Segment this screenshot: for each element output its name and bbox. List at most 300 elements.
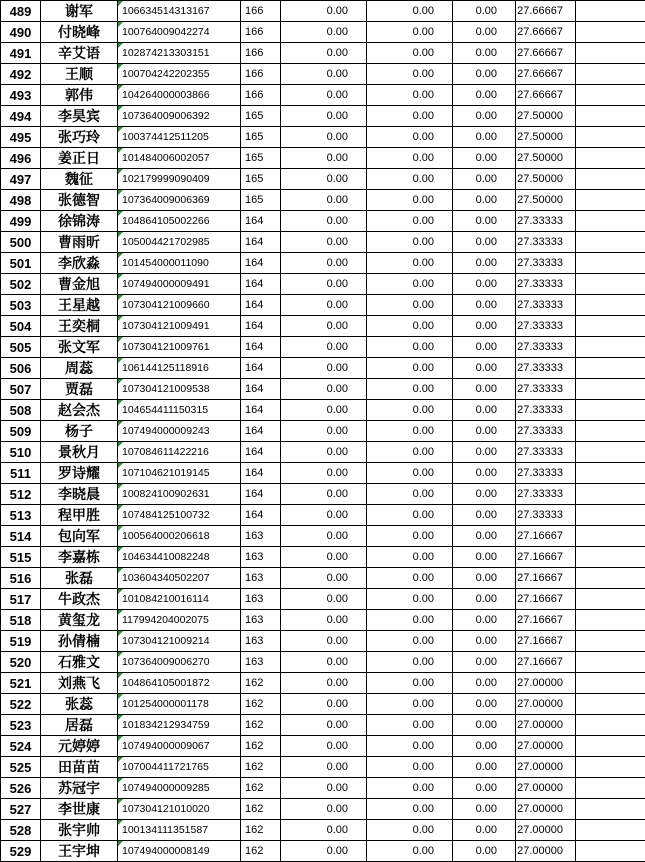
name-cell[interactable]: 张宇帅 [41,820,118,841]
value-cell-3[interactable]: 0.00 [453,463,516,484]
value-cell-3[interactable]: 0.00 [453,232,516,253]
value-cell-2[interactable]: 0.00 [367,673,453,694]
rank-cell[interactable]: 515 [1,547,41,568]
score-cell[interactable]: 165 [241,127,281,148]
score-cell[interactable]: 164 [241,379,281,400]
name-cell[interactable]: 曹雨昕 [41,232,118,253]
value-cell-2[interactable]: 0.00 [367,295,453,316]
rank-cell[interactable]: 528 [1,820,41,841]
score-cell[interactable]: 164 [241,400,281,421]
empty-cell[interactable] [576,358,645,379]
table-row[interactable] [1,316,645,337]
value-cell-2[interactable]: 0.00 [367,379,453,400]
table-row[interactable] [1,274,645,295]
value-cell-2[interactable]: 0.00 [367,757,453,778]
table-row[interactable] [1,253,645,274]
value-cell-2[interactable]: 0.00 [367,127,453,148]
empty-cell[interactable] [576,211,645,232]
value-cell-1[interactable]: 0.00 [281,736,367,757]
empty-cell[interactable] [576,43,645,64]
id-cell[interactable]: 107484125100732 [118,505,241,526]
value-cell-1[interactable]: 0.00 [281,820,367,841]
value-cell-3[interactable]: 0.00 [453,505,516,526]
value-cell-3[interactable]: 0.00 [453,757,516,778]
value-cell-1[interactable]: 0.00 [281,652,367,673]
name-cell[interactable]: 王宇坤 [41,841,118,862]
empty-cell[interactable] [576,22,645,43]
name-cell[interactable]: 王奕桐 [41,316,118,337]
id-cell[interactable]: 107304121009491 [118,316,241,337]
average-cell[interactable]: 27.33333 [516,400,576,421]
table-row[interactable] [1,358,645,379]
id-cell[interactable]: 107364009006392 [118,106,241,127]
rank-cell[interactable]: 489 [1,1,41,22]
rank-cell[interactable]: 514 [1,526,41,547]
value-cell-3[interactable]: 0.00 [453,211,516,232]
rank-cell[interactable]: 517 [1,589,41,610]
value-cell-3[interactable]: 0.00 [453,694,516,715]
value-cell-3[interactable]: 0.00 [453,547,516,568]
value-cell-2[interactable]: 0.00 [367,442,453,463]
empty-cell[interactable] [576,610,645,631]
value-cell-2[interactable]: 0.00 [367,358,453,379]
empty-cell[interactable] [576,1,645,22]
rank-cell[interactable]: 522 [1,694,41,715]
score-cell[interactable]: 162 [241,820,281,841]
rank-cell[interactable]: 526 [1,778,41,799]
id-cell[interactable]: 106634514313167 [118,1,241,22]
score-cell[interactable]: 165 [241,148,281,169]
value-cell-2[interactable]: 0.00 [367,148,453,169]
average-cell[interactable]: 27.00000 [516,820,576,841]
value-cell-2[interactable]: 0.00 [367,64,453,85]
empty-cell[interactable] [576,505,645,526]
value-cell-2[interactable]: 0.00 [367,421,453,442]
table-row[interactable] [1,652,645,673]
empty-cell[interactable] [576,169,645,190]
rank-cell[interactable]: 518 [1,610,41,631]
value-cell-1[interactable]: 0.00 [281,253,367,274]
score-cell[interactable]: 164 [241,316,281,337]
empty-cell[interactable] [576,421,645,442]
value-cell-2[interactable]: 0.00 [367,568,453,589]
score-cell[interactable]: 165 [241,190,281,211]
value-cell-1[interactable]: 0.00 [281,421,367,442]
value-cell-1[interactable]: 0.00 [281,442,367,463]
value-cell-2[interactable]: 0.00 [367,85,453,106]
value-cell-2[interactable]: 0.00 [367,547,453,568]
rank-cell[interactable]: 505 [1,337,41,358]
rank-cell[interactable]: 511 [1,463,41,484]
id-cell[interactable]: 107084611422216 [118,442,241,463]
name-cell[interactable]: 罗诗耀 [41,463,118,484]
score-cell[interactable]: 164 [241,295,281,316]
empty-cell[interactable] [576,631,645,652]
id-cell[interactable]: 107494000009067 [118,736,241,757]
score-cell[interactable]: 164 [241,337,281,358]
value-cell-3[interactable]: 0.00 [453,799,516,820]
name-cell[interactable]: 赵会杰 [41,400,118,421]
value-cell-2[interactable]: 0.00 [367,631,453,652]
id-cell[interactable]: 100704242202355 [118,64,241,85]
name-cell[interactable]: 苏冠宇 [41,778,118,799]
average-cell[interactable]: 27.33333 [516,505,576,526]
table-row[interactable] [1,442,645,463]
table-row[interactable] [1,631,645,652]
table-row[interactable] [1,589,645,610]
table-row[interactable] [1,505,645,526]
name-cell[interactable]: 贾磊 [41,379,118,400]
id-cell[interactable]: 107304121009214 [118,631,241,652]
score-cell[interactable]: 163 [241,526,281,547]
score-cell[interactable]: 162 [241,673,281,694]
value-cell-3[interactable]: 0.00 [453,442,516,463]
empty-cell[interactable] [576,190,645,211]
value-cell-1[interactable]: 0.00 [281,169,367,190]
value-cell-1[interactable]: 0.00 [281,631,367,652]
id-cell[interactable]: 101084210016114 [118,589,241,610]
average-cell[interactable]: 27.33333 [516,358,576,379]
rank-cell[interactable]: 508 [1,400,41,421]
value-cell-2[interactable]: 0.00 [367,841,453,862]
value-cell-1[interactable]: 0.00 [281,841,367,862]
value-cell-3[interactable]: 0.00 [453,652,516,673]
id-cell[interactable]: 107304121010020 [118,799,241,820]
name-cell[interactable]: 孙倩楠 [41,631,118,652]
table-row[interactable] [1,43,645,64]
name-cell[interactable]: 姜正日 [41,148,118,169]
id-cell[interactable]: 100134111351587 [118,820,241,841]
rank-cell[interactable]: 523 [1,715,41,736]
value-cell-2[interactable]: 0.00 [367,400,453,421]
name-cell[interactable]: 居磊 [41,715,118,736]
average-cell[interactable]: 27.66667 [516,85,576,106]
score-cell[interactable]: 162 [241,841,281,862]
rank-cell[interactable]: 521 [1,673,41,694]
empty-cell[interactable] [576,148,645,169]
rank-cell[interactable]: 503 [1,295,41,316]
rank-cell[interactable]: 498 [1,190,41,211]
table-row[interactable] [1,169,645,190]
table-row[interactable] [1,190,645,211]
average-cell[interactable]: 27.50000 [516,106,576,127]
value-cell-1[interactable]: 0.00 [281,190,367,211]
value-cell-2[interactable]: 0.00 [367,232,453,253]
average-cell[interactable]: 27.33333 [516,232,576,253]
value-cell-2[interactable]: 0.00 [367,799,453,820]
value-cell-2[interactable]: 0.00 [367,736,453,757]
value-cell-1[interactable]: 0.00 [281,274,367,295]
rank-cell[interactable]: 499 [1,211,41,232]
id-cell[interactable]: 107364009006270 [118,652,241,673]
average-cell[interactable]: 27.33333 [516,295,576,316]
table-row[interactable] [1,757,645,778]
value-cell-3[interactable]: 0.00 [453,148,516,169]
value-cell-2[interactable]: 0.00 [367,43,453,64]
average-cell[interactable]: 27.50000 [516,148,576,169]
value-cell-3[interactable]: 0.00 [453,715,516,736]
value-cell-3[interactable]: 0.00 [453,400,516,421]
name-cell[interactable]: 郭伟 [41,85,118,106]
value-cell-1[interactable]: 0.00 [281,85,367,106]
value-cell-3[interactable]: 0.00 [453,64,516,85]
name-cell[interactable]: 魏征 [41,169,118,190]
average-cell[interactable]: 27.33333 [516,211,576,232]
table-row[interactable] [1,127,645,148]
name-cell[interactable]: 李嘉栋 [41,547,118,568]
empty-cell[interactable] [576,337,645,358]
table-row[interactable] [1,673,645,694]
table-row[interactable] [1,841,645,862]
score-cell[interactable]: 162 [241,757,281,778]
value-cell-1[interactable]: 0.00 [281,337,367,358]
value-cell-1[interactable]: 0.00 [281,778,367,799]
average-cell[interactable]: 27.00000 [516,841,576,862]
rank-cell[interactable]: 509 [1,421,41,442]
name-cell[interactable]: 石雅文 [41,652,118,673]
name-cell[interactable]: 王星越 [41,295,118,316]
value-cell-3[interactable]: 0.00 [453,106,516,127]
value-cell-3[interactable]: 0.00 [453,631,516,652]
rank-cell[interactable]: 495 [1,127,41,148]
rank-cell[interactable]: 525 [1,757,41,778]
id-cell[interactable]: 107494000009491 [118,274,241,295]
average-cell[interactable]: 27.16667 [516,652,576,673]
table-row[interactable] [1,400,645,421]
rank-cell[interactable]: 507 [1,379,41,400]
value-cell-2[interactable]: 0.00 [367,652,453,673]
value-cell-1[interactable]: 0.00 [281,127,367,148]
name-cell[interactable]: 付晓峰 [41,22,118,43]
empty-cell[interactable] [576,463,645,484]
value-cell-1[interactable]: 0.00 [281,526,367,547]
table-row[interactable] [1,568,645,589]
value-cell-1[interactable]: 0.00 [281,358,367,379]
empty-cell[interactable] [576,694,645,715]
average-cell[interactable]: 27.00000 [516,694,576,715]
rank-cell[interactable]: 501 [1,253,41,274]
value-cell-2[interactable]: 0.00 [367,316,453,337]
value-cell-1[interactable]: 0.00 [281,1,367,22]
empty-cell[interactable] [576,715,645,736]
id-cell[interactable]: 100564000206618 [118,526,241,547]
value-cell-1[interactable]: 0.00 [281,232,367,253]
rank-cell[interactable]: 491 [1,43,41,64]
empty-cell[interactable] [576,568,645,589]
table-row[interactable] [1,232,645,253]
average-cell[interactable]: 27.66667 [516,43,576,64]
value-cell-3[interactable]: 0.00 [453,274,516,295]
name-cell[interactable]: 张蕊 [41,694,118,715]
value-cell-3[interactable]: 0.00 [453,421,516,442]
id-cell[interactable]: 107104621019145 [118,463,241,484]
value-cell-3[interactable]: 0.00 [453,85,516,106]
name-cell[interactable]: 景秋月 [41,442,118,463]
id-cell[interactable]: 104654411150315 [118,400,241,421]
average-cell[interactable]: 27.00000 [516,736,576,757]
score-cell[interactable]: 163 [241,568,281,589]
name-cell[interactable]: 黄玺龙 [41,610,118,631]
value-cell-3[interactable]: 0.00 [453,43,516,64]
rank-cell[interactable]: 493 [1,85,41,106]
value-cell-2[interactable]: 0.00 [367,22,453,43]
name-cell[interactable]: 杨子 [41,421,118,442]
table-row[interactable] [1,379,645,400]
table-row[interactable] [1,337,645,358]
name-cell[interactable]: 辛艾语 [41,43,118,64]
value-cell-3[interactable]: 0.00 [453,778,516,799]
value-cell-1[interactable]: 0.00 [281,547,367,568]
value-cell-3[interactable]: 0.00 [453,589,516,610]
average-cell[interactable]: 27.00000 [516,673,576,694]
id-cell[interactable]: 104864105001872 [118,673,241,694]
empty-cell[interactable] [576,85,645,106]
table-row[interactable] [1,1,645,22]
empty-cell[interactable] [576,379,645,400]
id-cell[interactable]: 101834212934759 [118,715,241,736]
score-cell[interactable]: 166 [241,85,281,106]
score-cell[interactable]: 162 [241,778,281,799]
value-cell-3[interactable]: 0.00 [453,610,516,631]
name-cell[interactable]: 刘燕飞 [41,673,118,694]
value-cell-3[interactable]: 0.00 [453,484,516,505]
rank-cell[interactable]: 520 [1,652,41,673]
value-cell-2[interactable]: 0.00 [367,1,453,22]
average-cell[interactable]: 27.16667 [516,610,576,631]
id-cell[interactable]: 100824100902631 [118,484,241,505]
value-cell-3[interactable]: 0.00 [453,568,516,589]
average-cell[interactable]: 27.00000 [516,757,576,778]
average-cell[interactable]: 27.16667 [516,526,576,547]
rank-cell[interactable]: 494 [1,106,41,127]
value-cell-1[interactable]: 0.00 [281,484,367,505]
average-cell[interactable]: 27.66667 [516,64,576,85]
value-cell-3[interactable]: 0.00 [453,526,516,547]
rank-cell[interactable]: 516 [1,568,41,589]
table-row[interactable] [1,295,645,316]
id-cell[interactable]: 104864105002266 [118,211,241,232]
value-cell-3[interactable]: 0.00 [453,316,516,337]
score-cell[interactable]: 162 [241,799,281,820]
rank-cell[interactable]: 529 [1,841,41,862]
name-cell[interactable]: 张磊 [41,568,118,589]
score-cell[interactable]: 164 [241,505,281,526]
empty-cell[interactable] [576,820,645,841]
value-cell-2[interactable]: 0.00 [367,169,453,190]
table-row[interactable] [1,22,645,43]
value-cell-2[interactable]: 0.00 [367,463,453,484]
value-cell-1[interactable]: 0.00 [281,610,367,631]
score-cell[interactable]: 164 [241,463,281,484]
empty-cell[interactable] [576,652,645,673]
score-cell[interactable]: 164 [241,211,281,232]
value-cell-3[interactable]: 0.00 [453,127,516,148]
value-cell-3[interactable]: 0.00 [453,253,516,274]
value-cell-3[interactable]: 0.00 [453,190,516,211]
value-cell-1[interactable]: 0.00 [281,589,367,610]
score-cell[interactable]: 164 [241,358,281,379]
rank-cell[interactable]: 504 [1,316,41,337]
value-cell-2[interactable]: 0.00 [367,715,453,736]
score-cell[interactable]: 163 [241,631,281,652]
table-row[interactable] [1,64,645,85]
empty-cell[interactable] [576,799,645,820]
value-cell-1[interactable]: 0.00 [281,211,367,232]
id-cell[interactable]: 103604340502207 [118,568,241,589]
average-cell[interactable]: 27.00000 [516,778,576,799]
value-cell-1[interactable]: 0.00 [281,715,367,736]
average-cell[interactable]: 27.33333 [516,337,576,358]
value-cell-2[interactable]: 0.00 [367,274,453,295]
empty-cell[interactable] [576,316,645,337]
id-cell[interactable]: 107004411721765 [118,757,241,778]
name-cell[interactable]: 元婷婷 [41,736,118,757]
name-cell[interactable]: 徐锦涛 [41,211,118,232]
table-row[interactable] [1,106,645,127]
empty-cell[interactable] [576,442,645,463]
value-cell-2[interactable]: 0.00 [367,106,453,127]
value-cell-1[interactable]: 0.00 [281,757,367,778]
average-cell[interactable]: 27.33333 [516,316,576,337]
id-cell[interactable]: 101454000011090 [118,253,241,274]
average-cell[interactable]: 27.33333 [516,463,576,484]
id-cell[interactable]: 107494000009243 [118,421,241,442]
table-row[interactable] [1,694,645,715]
table-row[interactable] [1,526,645,547]
value-cell-3[interactable]: 0.00 [453,169,516,190]
average-cell[interactable]: 27.00000 [516,799,576,820]
name-cell[interactable]: 包向军 [41,526,118,547]
id-cell[interactable]: 107304121009761 [118,337,241,358]
score-cell[interactable]: 165 [241,169,281,190]
average-cell[interactable]: 27.16667 [516,589,576,610]
score-cell[interactable]: 164 [241,232,281,253]
empty-cell[interactable] [576,526,645,547]
score-cell[interactable]: 162 [241,694,281,715]
value-cell-2[interactable]: 0.00 [367,484,453,505]
average-cell[interactable]: 27.33333 [516,421,576,442]
id-cell[interactable]: 100764009042274 [118,22,241,43]
value-cell-3[interactable]: 0.00 [453,22,516,43]
value-cell-2[interactable]: 0.00 [367,589,453,610]
id-cell[interactable]: 117994204002075 [118,610,241,631]
value-cell-1[interactable]: 0.00 [281,316,367,337]
average-cell[interactable]: 27.00000 [516,715,576,736]
name-cell[interactable]: 李欣淼 [41,253,118,274]
name-cell[interactable]: 牛政杰 [41,589,118,610]
value-cell-1[interactable]: 0.00 [281,295,367,316]
value-cell-1[interactable]: 0.00 [281,694,367,715]
value-cell-3[interactable]: 0.00 [453,673,516,694]
empty-cell[interactable] [576,253,645,274]
score-cell[interactable]: 164 [241,442,281,463]
id-cell[interactable]: 105004421702985 [118,232,241,253]
table-row[interactable] [1,463,645,484]
id-cell[interactable]: 107304121009660 [118,295,241,316]
value-cell-3[interactable]: 0.00 [453,295,516,316]
table-row[interactable] [1,484,645,505]
value-cell-1[interactable]: 0.00 [281,463,367,484]
average-cell[interactable]: 27.50000 [516,169,576,190]
table-row[interactable] [1,715,645,736]
name-cell[interactable]: 田苗苗 [41,757,118,778]
empty-cell[interactable] [576,547,645,568]
value-cell-3[interactable]: 0.00 [453,841,516,862]
table-row[interactable] [1,820,645,841]
rank-cell[interactable]: 496 [1,148,41,169]
value-cell-1[interactable]: 0.00 [281,673,367,694]
empty-cell[interactable] [576,757,645,778]
